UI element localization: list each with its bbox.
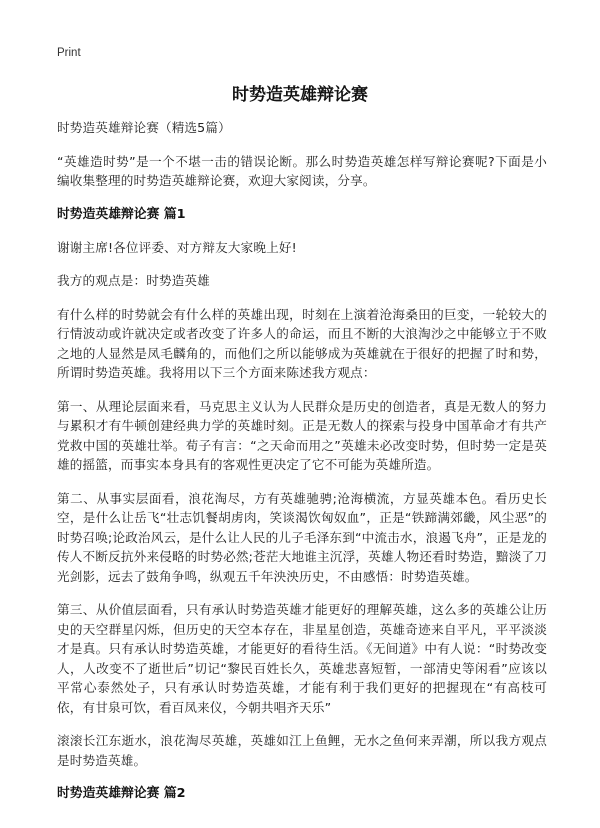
intro-paragraph: “英雄造时势”是一个不堪一击的错误论断。那么时势造英雄怎样写辩论赛呢?下面是小编收集整理的时势造英雄辩论赛，欢迎大家阅读，分享。 [57,153,547,188]
document-body [57,118,547,817]
paragraph-point-1: 第一、从理论层面来看，马克思主义认为人民群众是历史的创造者，真是无数人的努力与累积才有牛顿创建经典力学的英雄时刻。正是无数人的探索与投身中国革命才有共产党救中国的英雄壮举。荀子有言：“之天命而用之”英雄未必改变时势，但时势一定是英雄的摇篮，而事实本身具有的客观性更决定了它不可能为英雄所造。 [57,398,547,472]
paragraph-point-3: 第三、从价值层面看，只有承认时势造英雄才能更好的理解英雄，这么多的英雄公让历史的天空群星闪烁，但历史的天空本存在，非星星创造，英雄奇迹来自平凡，平平淡淡才是真。只有承认时势造英雄，才能更好的看待生活。《无间道》中有人说：“时势改变人，人改变不了逝世后”切记“黎民百姓长久，英雄悲喜短暂，一部清史等闲看”应该以平常心泰然处子，只有承认时势造英雄，才能有利于我们更好的把握现在“有高枝可依，有甘泉可饮，看百凤来仪，今朝共唱齐天乐” [57,602,547,715]
document-subtitle: 时势造英雄辩论赛（精选5篇） [57,120,231,135]
section-heading-2: 时势造英雄辩论赛 篇2 [57,786,186,801]
paragraph-position: 我方的观点是：时势造英雄 [57,273,210,288]
print-link[interactable]: Print [57,47,81,59]
paragraph-opening: 有什么样的时势就会有什么样的英雄出现，时刻在上演着沧海桑田的巨变，一轮较大的行情波动或许就决定或者改变了许多人的命运，而且不断的大浪淘沙之中能够立于不败之地的人显然是凤毛麟角的，而他们之所以能够成为英雄就在于很好的把握了时和势，所谓时势造英雄。我将用以下三个方面来陈述我方观点： [57,306,547,380]
paragraph-greeting: 谢谢主席!各位评委、对方辩友大家晚上好! [57,239,297,255]
document-title: 时势造英雄辩论赛 [232,85,368,105]
section-heading-1: 时势造英雄辩论赛 篇1 [57,206,186,222]
paragraph-conclusion: 滚滚长江东逝水，浪花淘尽英雄，英雄如江上鱼鲤，无水之鱼何来弄潮，所以我方观点是时势造英雄。 [57,733,547,768]
paragraph-point-2: 第二、从事实层面看，浪花淘尽，方有英雄驰骋;沧海横流，方显英雄本色。看历史长空，是什么让岳飞“壮志饥餐胡虏肉，笑谈渴饮匈奴血”，正是“铁蹄满郊畿，风尘恶”的时势召唤;论政治风云，是什么让人民的儿子毛泽东到“中流击水，浪遏飞舟”，正是龙的传人不断反抗外来侵略的时势必然;苍茫大地谁主沉浮，英雄人物还看时势造，黯淡了刀光剑影，远去了鼓角争鸣，纵观五千年泱泱历史，不由感悟：时势造英雄。 [57,490,547,584]
